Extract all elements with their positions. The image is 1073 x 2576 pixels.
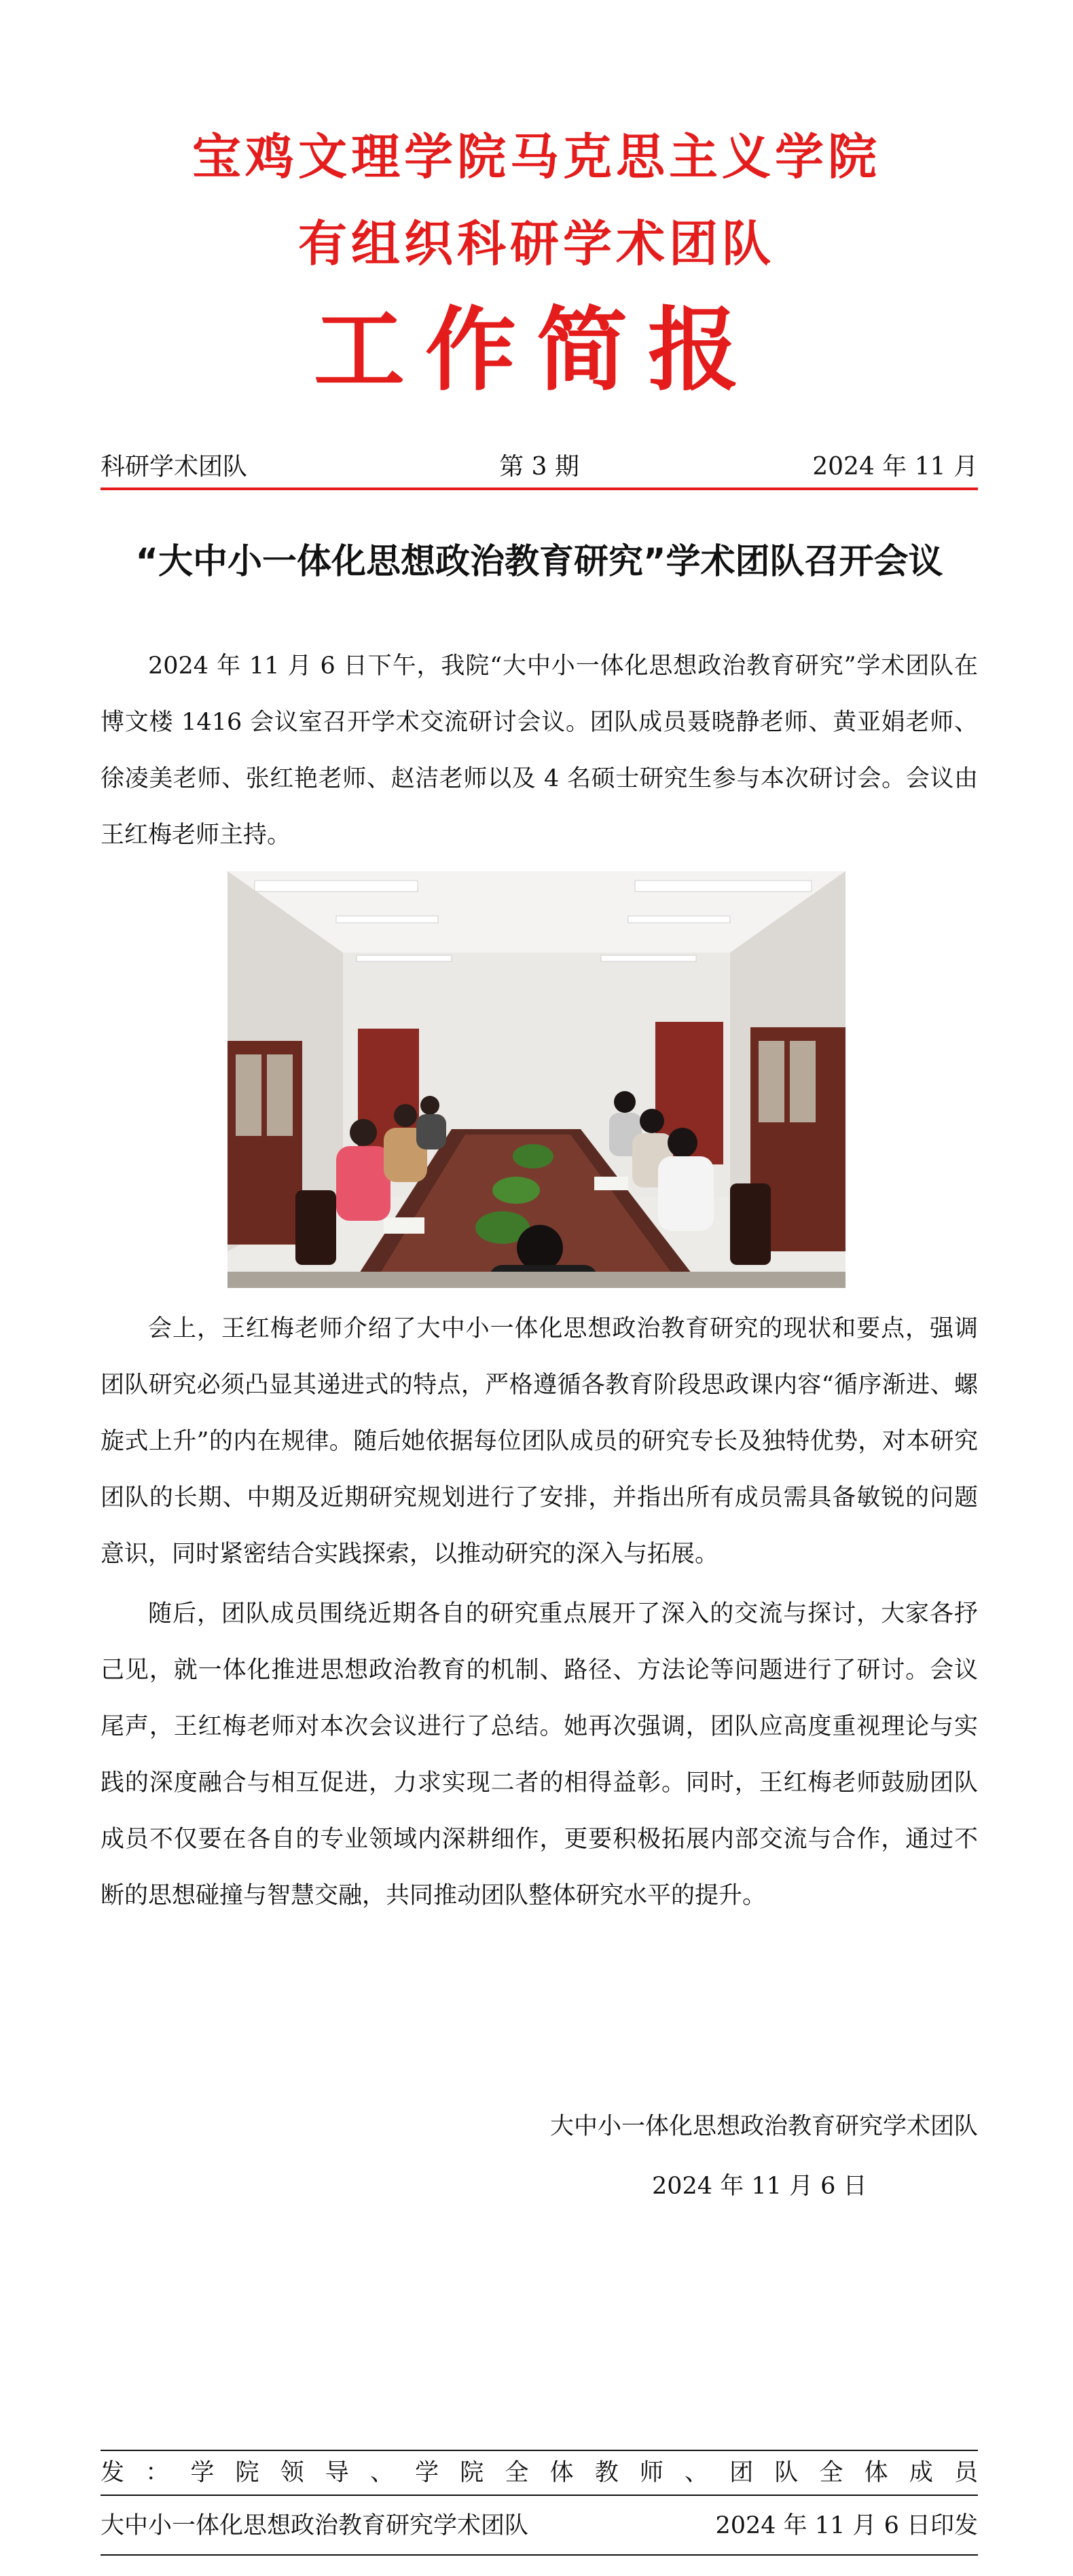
- distribution-char: 成: [909, 2459, 933, 2486]
- distribution-char: 全: [819, 2459, 843, 2486]
- footer-divider: [101, 2495, 978, 2496]
- distribution-char: 导: [325, 2459, 349, 2486]
- distribution-line: [101, 2452, 978, 2493]
- distribution-char: 学: [415, 2459, 439, 2486]
- distribution-char: 、: [685, 2459, 709, 2486]
- header-institution: 宝鸡文理学院马克思主义学院: [192, 128, 881, 185]
- header-title: 工作简报: [313, 296, 759, 403]
- distribution-char: 、: [369, 2459, 394, 2486]
- issuer-name: 大中小一体化思想政治教育研究学术团队: [101, 2512, 529, 2539]
- footer-divider: [101, 2554, 978, 2556]
- distribution-char: 领: [280, 2459, 304, 2486]
- distribution-char: 学: [190, 2459, 215, 2486]
- issuer-line: [101, 2505, 978, 2546]
- distribution-char: 团: [729, 2459, 754, 2486]
- issue-category: 科研学术团队: [101, 453, 248, 481]
- issue-number: 第 3 期: [499, 453, 579, 481]
- signature-date: 2024 年 11 月 6 日: [652, 2173, 867, 2200]
- distribution-char: 发: [101, 2459, 125, 2486]
- distribution-char: 体: [864, 2459, 888, 2486]
- header-divider: [101, 487, 978, 490]
- distribution-char: 体: [549, 2459, 574, 2486]
- header-team: 有组织科研学术团队: [297, 215, 775, 272]
- article-paragraph: 随后，团队成员围绕近期各自的研究重点展开了深入的交流与探讨，大家各抒己见，就一体化推进思想政治教育的机制、路径、方法论等问题进行了研讨。会议尾声，王红梅老师对本次会议进行了总结。她再次强调，团队应高度重视理论与实践的深度融合与相互促进，力求实现二者的相得益彰。同时，王红梅老师鼓励团队成员不仅要在各自的专业领域内深耕细作，更要积极拓展内部交流与合作，通过不断的思想碰撞与智慧交融，共同推动团队整体研究水平的提升。: [101, 1600, 978, 1909]
- footer-divider: [101, 2450, 978, 2451]
- distribution-char: 教: [594, 2459, 619, 2486]
- distribution-char: 师: [639, 2459, 663, 2486]
- issue-date: 2024 年 11 月: [812, 453, 978, 481]
- distribution-char: 队: [774, 2459, 799, 2486]
- distribution-char: ：: [145, 2459, 170, 2486]
- issue-info-row: [101, 448, 978, 486]
- signature-organization: 大中小一体化思想政治教育研究学术团队: [549, 2113, 978, 2140]
- distribution-char: 全: [505, 2459, 529, 2486]
- distribution-char: 员: [953, 2459, 978, 2486]
- meeting-photo: [228, 871, 845, 1288]
- article-title: “大中小一体化思想政治教育研究”学术团队召开会议: [135, 542, 943, 582]
- article-paragraph: 会上，王红梅老师介绍了大中小一体化思想政治教育研究的现状和要点，强调团队研究必须凸显其递进式的特点，严格遵循各教育阶段思政课内容“循序渐进、螺旋式上升”的内在规律。随后她依据每位团队成员的研究专长及独特优势，对本研究团队的长期、中期及近期研究规划进行了安排，并指出所有成员需具备敏锐的问题意识，同时紧密结合实践探索，以推动研究的深入与拓展。: [101, 1315, 978, 1568]
- issue-print-date: 2024 年 11 月 6 日印发: [715, 2512, 978, 2539]
- article-paragraph: 2024 年 11 月 6 日下午，我院“大中小一体化思想政治教育研究”学术团队在博文楼 1416 会议室召开学术交流研讨会议。团队成员聂晓静老师、黄亚娟老师、徐凌美老师、张红艳老师、赵洁老师以及 4 名硕士研究生参与本次研讨会。会议由王红梅老师主持。: [101, 652, 978, 849]
- distribution-char: 院: [460, 2459, 484, 2486]
- distribution-char: 院: [235, 2459, 259, 2486]
